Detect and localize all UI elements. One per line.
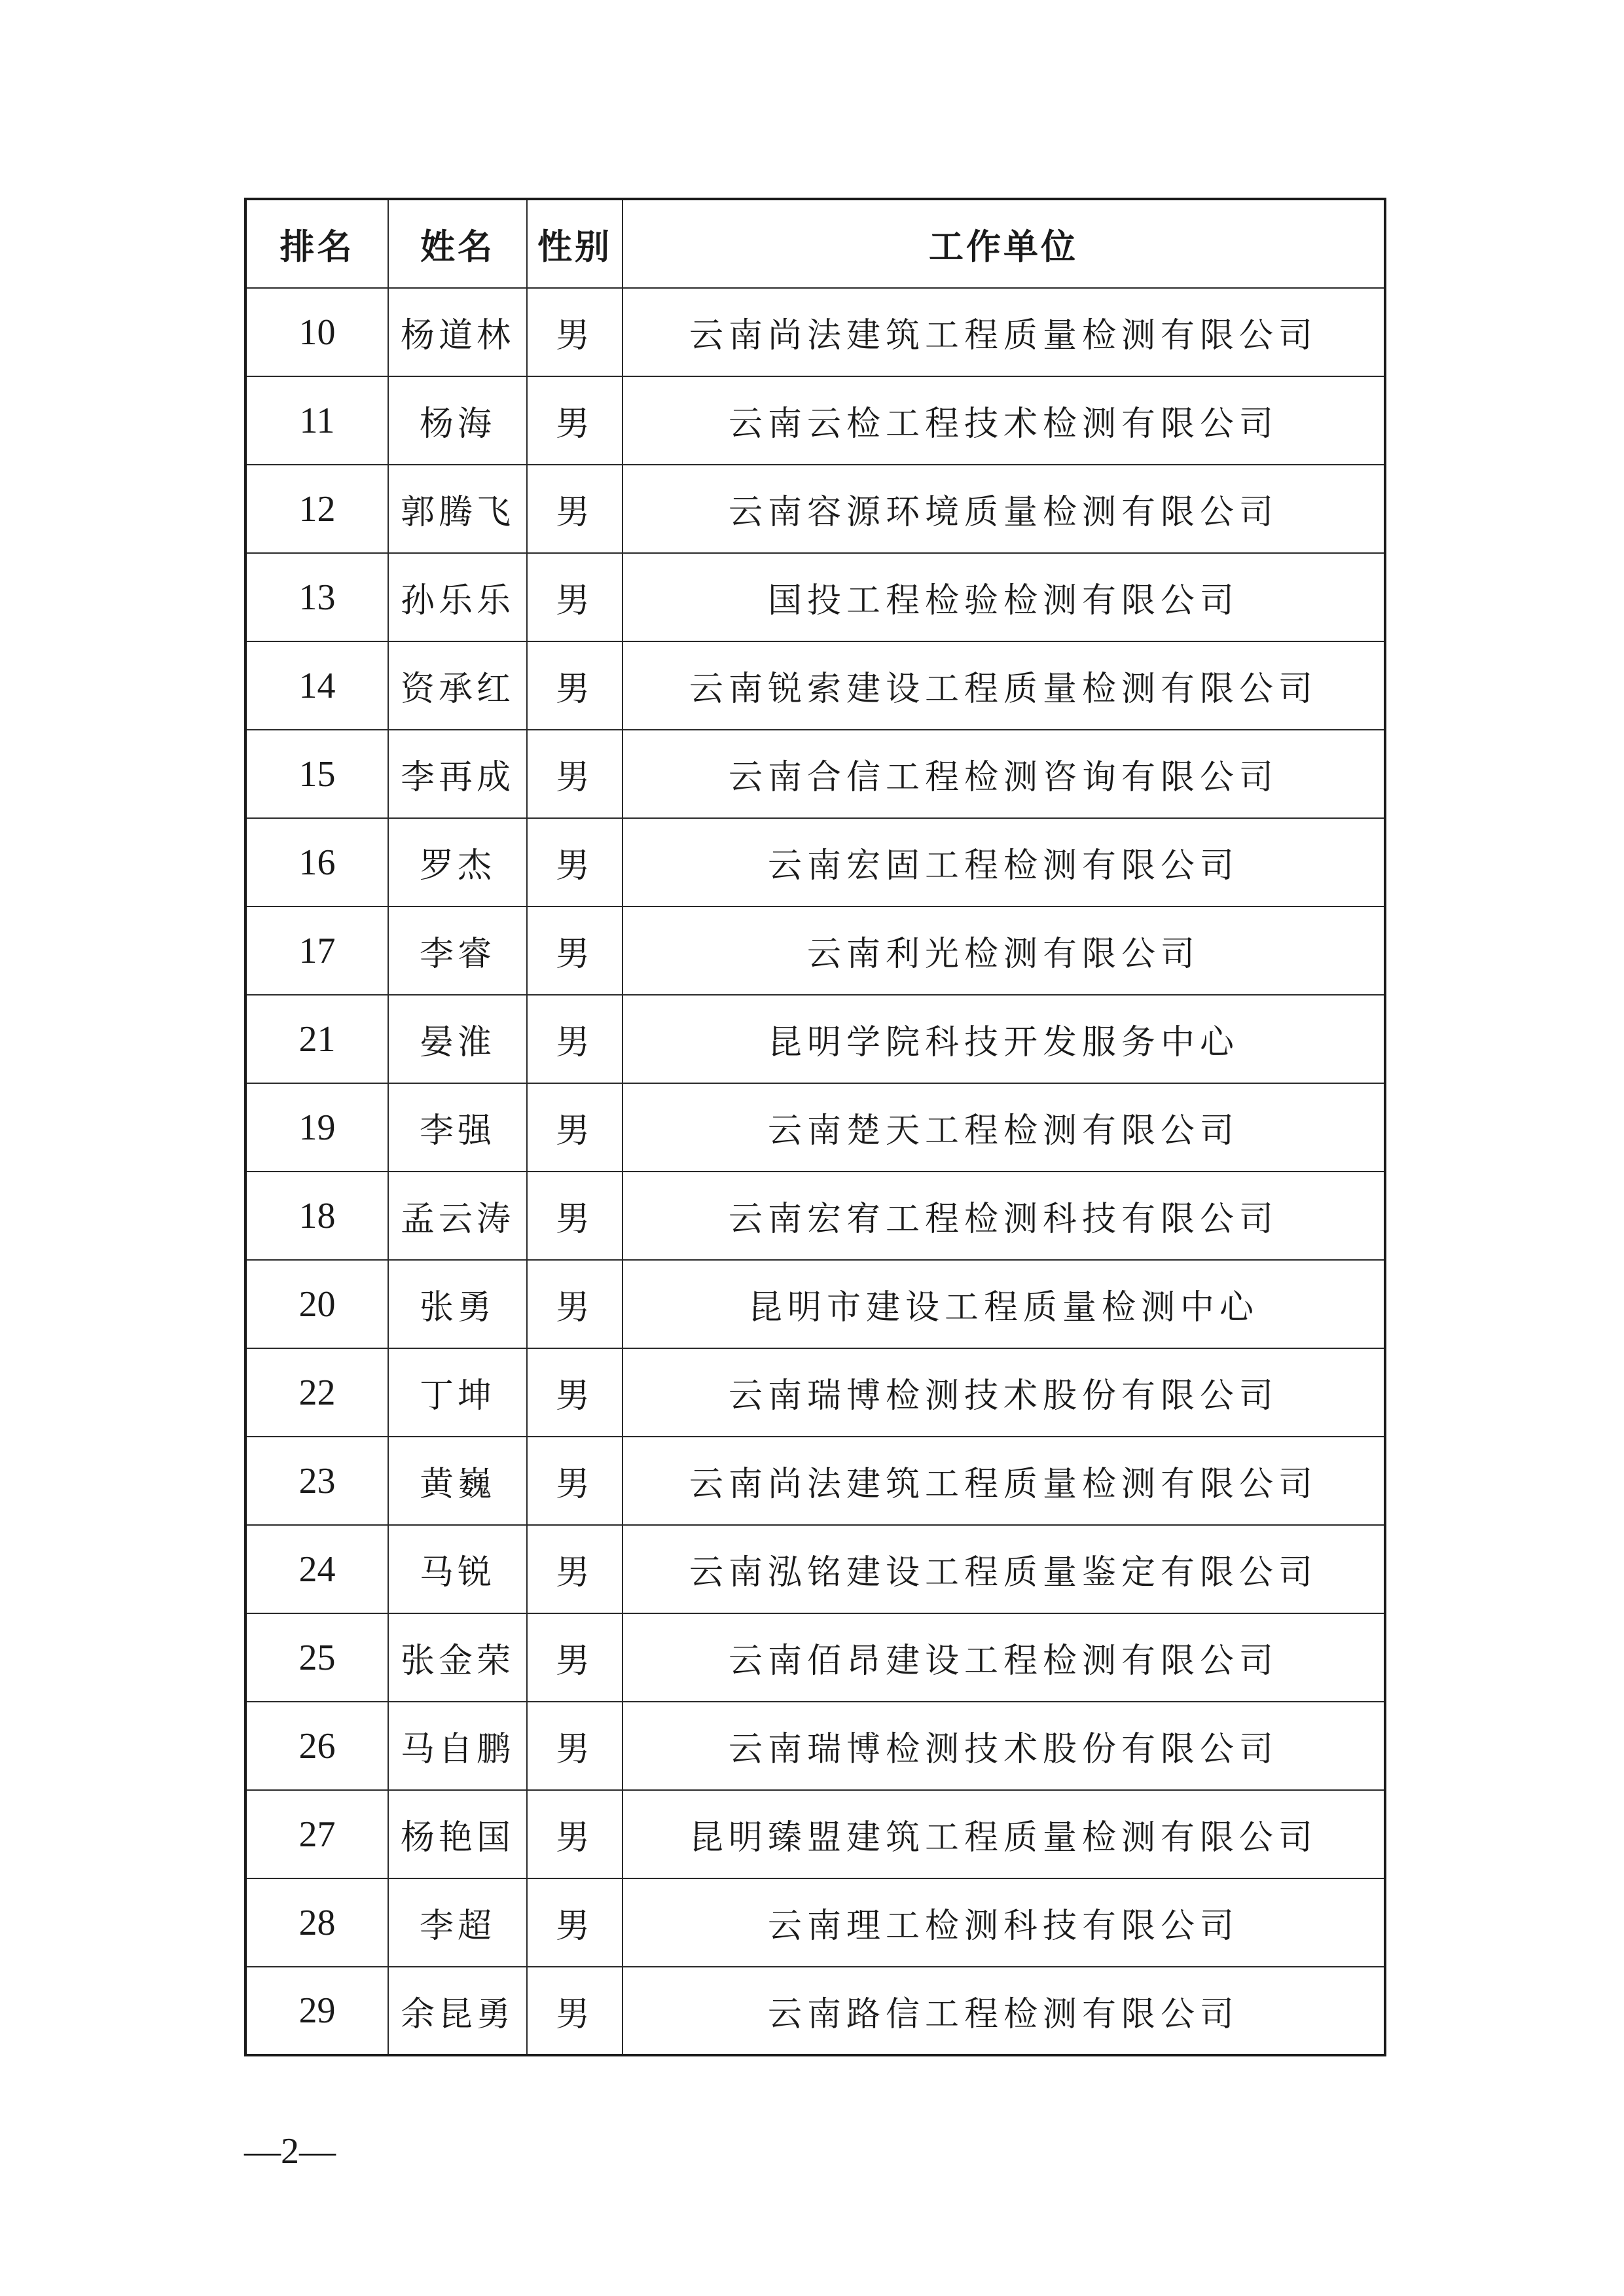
gender-cell: 男 (527, 906, 623, 995)
name-cell: 马锐 (388, 1525, 527, 1613)
name-cell: 杨海 (388, 376, 527, 465)
name-cell: 李强 (388, 1083, 527, 1172)
unit-cell: 云南尚法建筑工程质量检测有限公司 (623, 288, 1385, 376)
unit-cell: 云南利光检测有限公司 (623, 906, 1385, 995)
table-row (245, 818, 1385, 906)
rank-cell: 23 (245, 1437, 388, 1525)
rank-cell: 26 (245, 1702, 388, 1790)
name-cell: 黄巍 (388, 1437, 527, 1525)
name-cell: 张勇 (388, 1260, 527, 1348)
name-cell: 晏淮 (388, 995, 527, 1083)
table-row (245, 1083, 1385, 1172)
table-row (245, 1525, 1385, 1613)
gender-cell: 男 (527, 1613, 623, 1702)
table-body (245, 288, 1385, 2055)
unit-cell: 昆明臻盟建筑工程质量检测有限公司 (623, 1790, 1385, 1878)
table-row (245, 465, 1385, 553)
rank-cell: 16 (245, 818, 388, 906)
gender-cell: 男 (527, 818, 623, 906)
name-cell: 杨道林 (388, 288, 527, 376)
gender-cell: 男 (527, 1702, 623, 1790)
gender-cell: 男 (527, 1348, 623, 1437)
gender-cell: 男 (527, 1083, 623, 1172)
table-row (245, 1260, 1385, 1348)
table-header (245, 199, 1385, 288)
rank-cell: 11 (245, 376, 388, 465)
name-cell: 郭腾飞 (388, 465, 527, 553)
rank-cell: 17 (245, 906, 388, 995)
unit-cell: 云南瑞博检测技术股份有限公司 (623, 1702, 1385, 1790)
gender-cell: 男 (527, 1967, 623, 2055)
unit-cell: 云南楚天工程检测有限公司 (623, 1083, 1385, 1172)
unit-cell: 云南瑞博检测技术股份有限公司 (623, 1348, 1385, 1437)
unit-cell: 云南泓铭建设工程质量鉴定有限公司 (623, 1525, 1385, 1613)
gender-cell: 男 (527, 730, 623, 818)
rank-cell: 24 (245, 1525, 388, 1613)
table-row (245, 1702, 1385, 1790)
gender-cell: 男 (527, 1525, 623, 1613)
name-cell: 余昆勇 (388, 1967, 527, 2055)
table-row (245, 288, 1385, 376)
rank-cell: 29 (245, 1967, 388, 2055)
table-row (245, 1790, 1385, 1878)
unit-cell: 云南宏宥工程检测科技有限公司 (623, 1172, 1385, 1260)
unit-cell: 云南合信工程检测咨询有限公司 (623, 730, 1385, 818)
name-cell: 孙乐乐 (388, 553, 527, 641)
table-row (245, 1437, 1385, 1525)
unit-cell: 云南尚法建筑工程质量检测有限公司 (623, 1437, 1385, 1525)
header-row (245, 199, 1385, 288)
gender-cell: 男 (527, 641, 623, 730)
rank-cell: 12 (245, 465, 388, 553)
name-cell: 李超 (388, 1878, 527, 1967)
page-number: —2— (244, 2131, 336, 2172)
rank-cell: 27 (245, 1790, 388, 1878)
gender-cell: 男 (527, 288, 623, 376)
rank-cell: 22 (245, 1348, 388, 1437)
rank-cell: 25 (245, 1613, 388, 1702)
gender-cell: 男 (527, 1437, 623, 1525)
header-gender: 性别 (527, 199, 623, 288)
rank-cell: 21 (245, 995, 388, 1083)
table-row (245, 641, 1385, 730)
gender-cell: 男 (527, 1790, 623, 1878)
gender-cell: 男 (527, 1260, 623, 1348)
gender-cell: 男 (527, 1172, 623, 1260)
table-row (245, 995, 1385, 1083)
table-row (245, 906, 1385, 995)
unit-cell: 昆明市建设工程质量检测中心 (623, 1260, 1385, 1348)
name-cell: 杨艳国 (388, 1790, 527, 1878)
unit-cell: 云南宏固工程检测有限公司 (623, 818, 1385, 906)
header-unit: 工作单位 (623, 199, 1385, 288)
name-cell: 李睿 (388, 906, 527, 995)
rank-cell: 20 (245, 1260, 388, 1348)
rank-cell: 10 (245, 288, 388, 376)
unit-cell: 云南理工检测科技有限公司 (623, 1878, 1385, 1967)
table-row (245, 1613, 1385, 1702)
name-cell: 李再成 (388, 730, 527, 818)
gender-cell: 男 (527, 553, 623, 641)
name-cell: 马自鹏 (388, 1702, 527, 1790)
gender-cell: 男 (527, 376, 623, 465)
rank-cell: 19 (245, 1083, 388, 1172)
rank-cell: 14 (245, 641, 388, 730)
rank-cell: 15 (245, 730, 388, 818)
unit-cell: 昆明学院科技开发服务中心 (623, 995, 1385, 1083)
header-name: 姓名 (388, 199, 527, 288)
unit-cell: 云南路信工程检测有限公司 (623, 1967, 1385, 2055)
table-row (245, 1348, 1385, 1437)
gender-cell: 男 (527, 995, 623, 1083)
name-cell: 罗杰 (388, 818, 527, 906)
ranking-table (244, 198, 1386, 2056)
rank-cell: 13 (245, 553, 388, 641)
table-row (245, 730, 1385, 818)
name-cell: 资承红 (388, 641, 527, 730)
unit-cell: 云南佰昂建设工程检测有限公司 (623, 1613, 1385, 1702)
unit-cell: 国投工程检验检测有限公司 (623, 553, 1385, 641)
table-row (245, 553, 1385, 641)
gender-cell: 男 (527, 465, 623, 553)
name-cell: 张金荣 (388, 1613, 527, 1702)
table-row (245, 1967, 1385, 2055)
unit-cell: 云南云检工程技术检测有限公司 (623, 376, 1385, 465)
rank-cell: 28 (245, 1878, 388, 1967)
unit-cell: 云南锐索建设工程质量检测有限公司 (623, 641, 1385, 730)
name-cell: 孟云涛 (388, 1172, 527, 1260)
table-row (245, 1172, 1385, 1260)
table-row (245, 376, 1385, 465)
name-cell: 丁坤 (388, 1348, 527, 1437)
unit-cell: 云南容源环境质量检测有限公司 (623, 465, 1385, 553)
rank-cell: 18 (245, 1172, 388, 1260)
table-row (245, 1878, 1385, 1967)
header-rank: 排名 (245, 199, 388, 288)
gender-cell: 男 (527, 1878, 623, 1967)
